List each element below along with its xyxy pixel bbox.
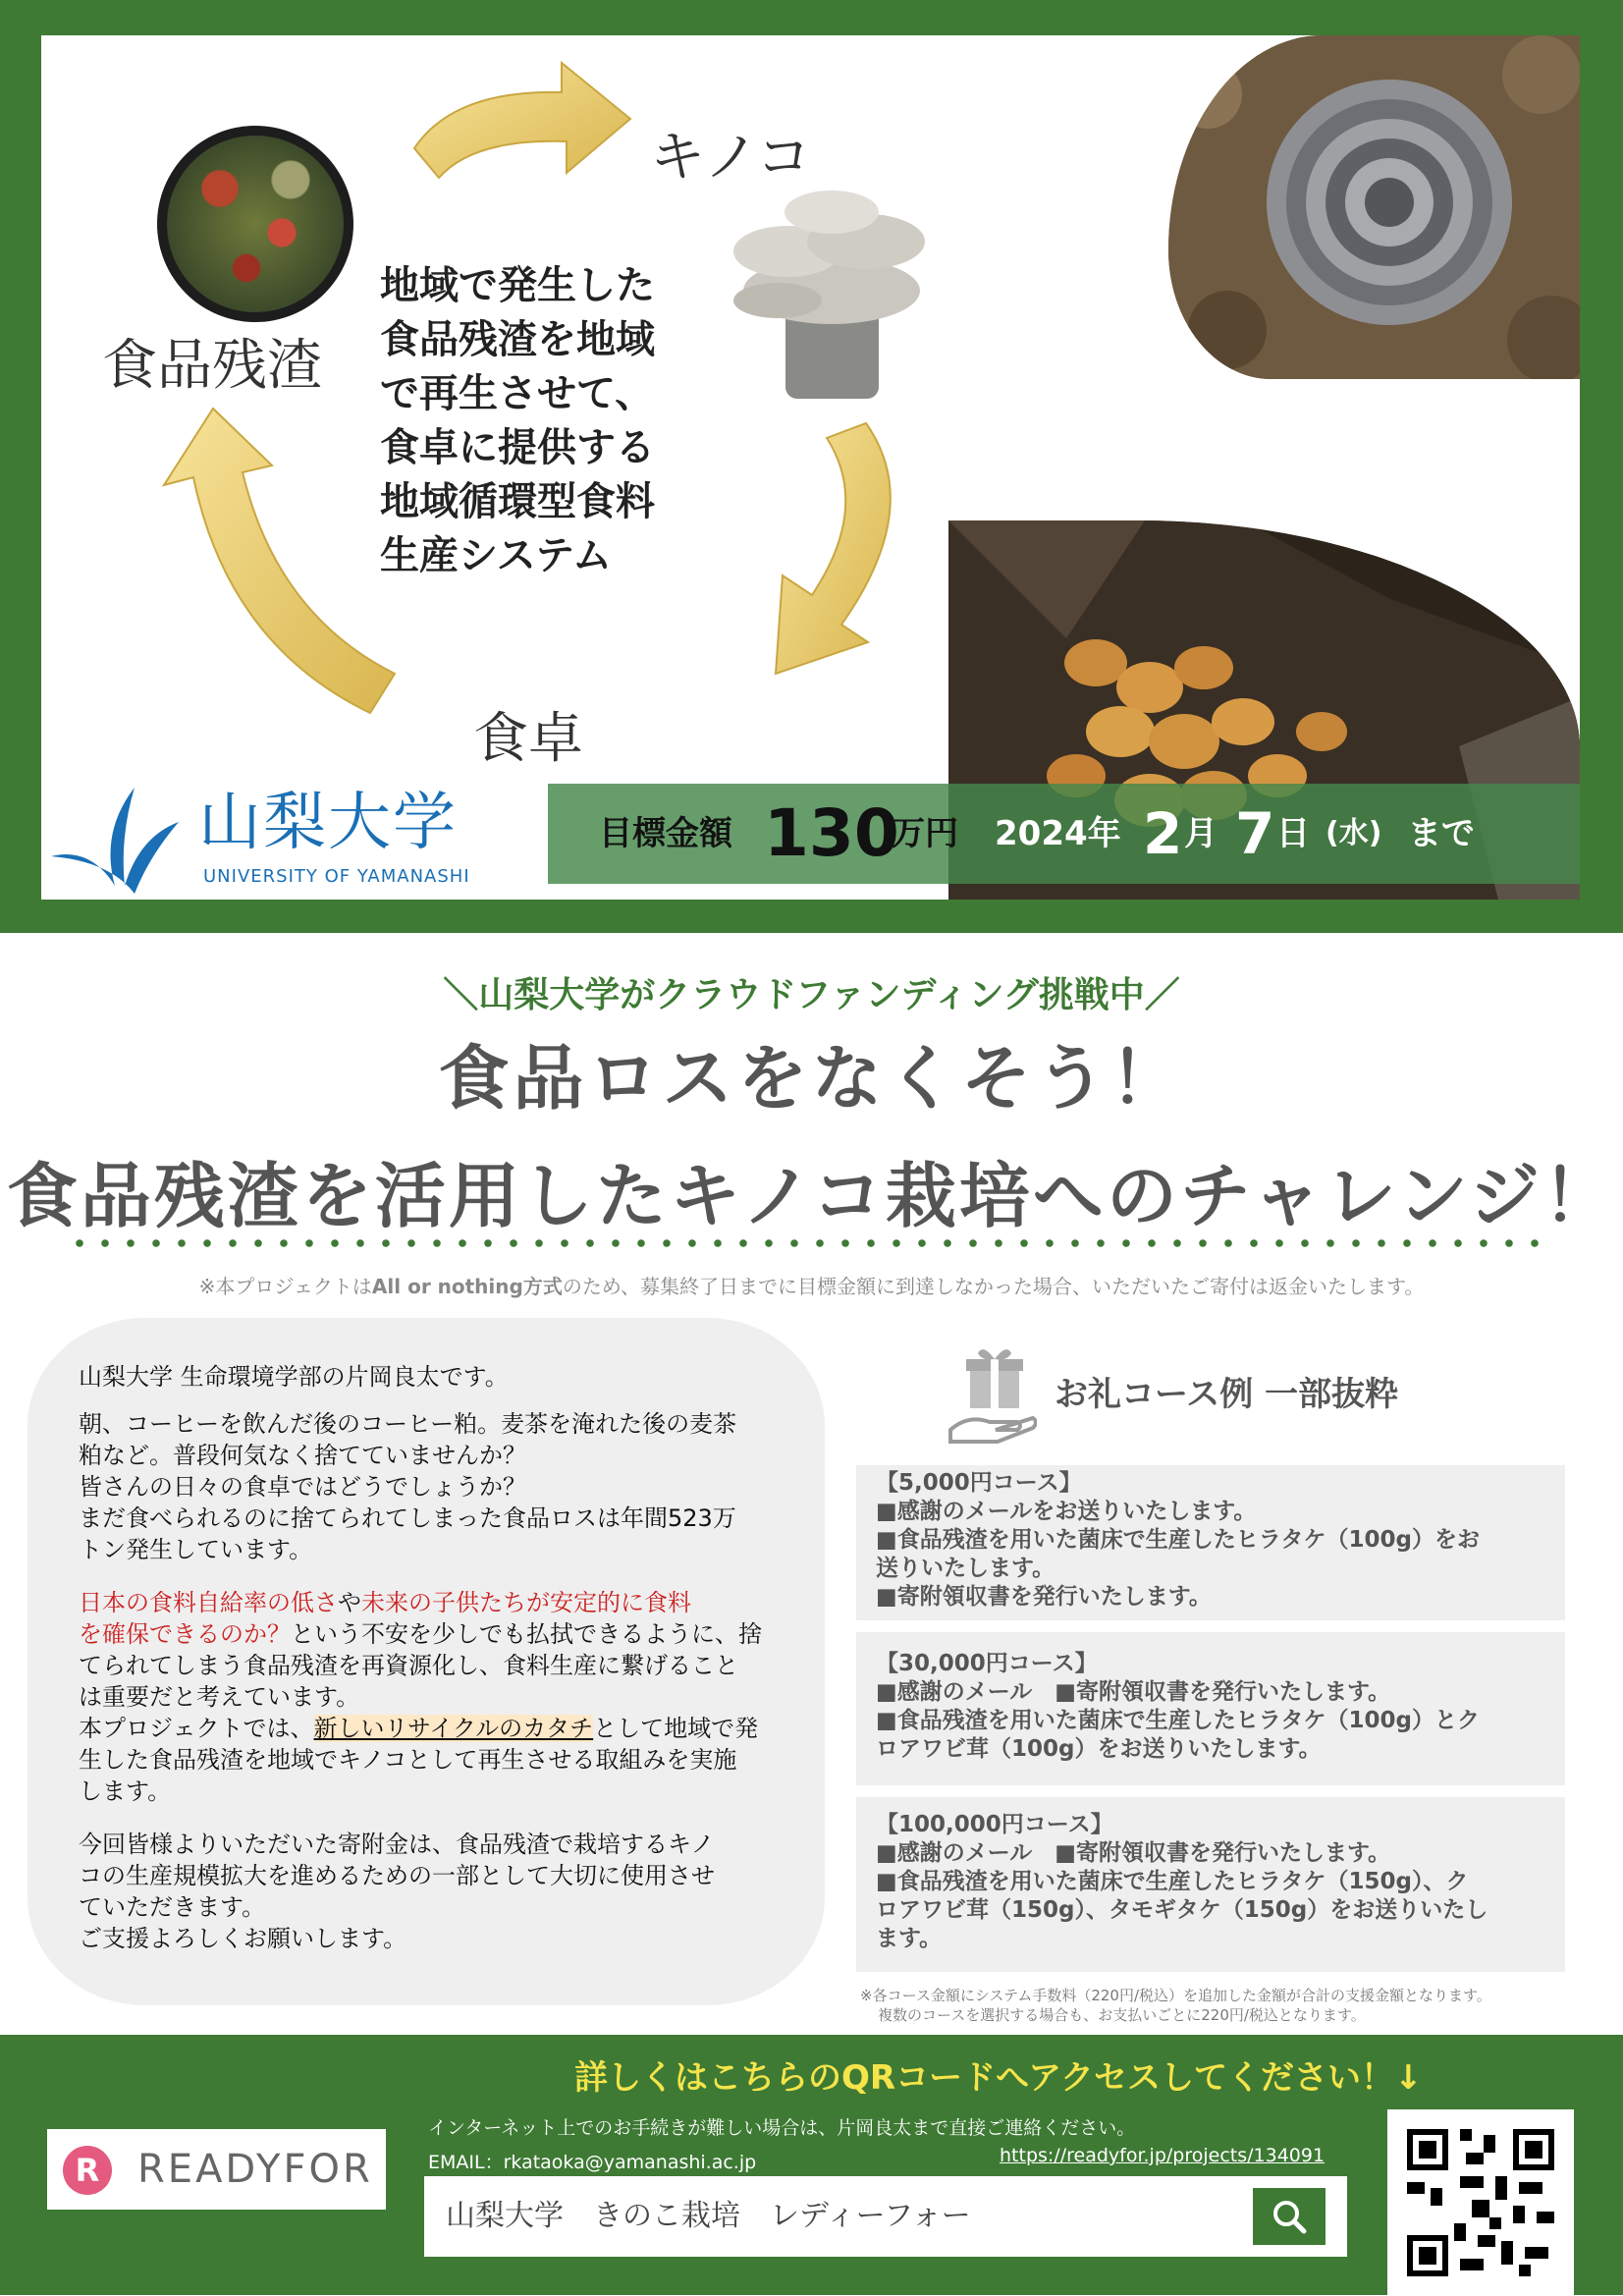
search-query-text[interactable]: 山梨大学 きのこ栽培 レディーフォー <box>446 2199 971 2233</box>
course-line: ロアワビ茸（150g）、タモギタケ（150g）をお送りいたし <box>876 1897 1488 1923</box>
crowdfunding-tagline: ＼山梨大学がクラウドファンディング挑戦中／ <box>443 975 1180 1015</box>
message-line <box>79 1587 691 1618</box>
arrow-right <box>776 423 891 674</box>
contact-note: インターネット上でのお手続きが難しい場合は、片岡良太まで直接ご連絡ください。 <box>428 2117 1136 2139</box>
deadline-month: 月 <box>1184 814 1217 853</box>
cycle-description <box>380 259 655 583</box>
message-line: まだ食べられるのに捨てられてしまった食品ロスは年間523万 <box>79 1504 736 1532</box>
message-text: という不安を少しでも払拭できるように、捨 <box>291 1620 762 1648</box>
cycle-description-line: 地域循環型食料 <box>380 479 655 524</box>
target-unit: 万円 <box>892 814 958 853</box>
deadline-day: 日 <box>1276 814 1310 853</box>
message-line: 粕など。普段何気なく捨てていませんか？ <box>79 1442 526 1469</box>
university-name-en: UNIVERSITY OF YAMANASHI <box>203 866 470 887</box>
message-text: や <box>338 1589 361 1616</box>
food-waste-bowl <box>167 136 344 312</box>
deadline-suffix: まで <box>1408 814 1475 853</box>
mushroom-block-image <box>719 173 945 409</box>
deadline-weekday: (水) <box>1325 816 1382 850</box>
message-line: トン発生しています。 <box>79 1536 313 1563</box>
readyfor-mark-icon <box>63 2146 112 2195</box>
target-label: 目標金額 <box>599 814 732 853</box>
cycle-label-food-waste: 食品残渣 <box>102 334 322 398</box>
message-emphasis: を確保できるのか？ <box>79 1620 291 1648</box>
cycle-label-table: 食卓 <box>473 707 583 771</box>
message-line: コの生産規模拡大を進めるための一部として大切に使用させ <box>79 1862 715 1889</box>
fee-note <box>860 1986 1491 2025</box>
arrow-left <box>164 409 395 713</box>
course-line: 【100,000円コース】 <box>876 1812 1113 1837</box>
message-line <box>79 1618 762 1650</box>
readyfor-mark-letter: R <box>75 2152 100 2189</box>
message-text: 本プロジェクトでは、 <box>79 1715 314 1742</box>
gift-hand-icon <box>948 1343 1037 1451</box>
course-line: ロアワビ茸（100g）をお送りいたします。 <box>876 1736 1322 1762</box>
page-title: 食品ロスをなくそう！ <box>438 1037 1185 1120</box>
cycle-description-line: 食卓に提供する <box>380 425 655 470</box>
course-line: ■感謝のメール ■寄附領収書を発行いたします。 <box>876 1840 1391 1866</box>
project-url-link[interactable]: https://readyfor.jp/projects/134091 <box>1000 2145 1325 2166</box>
message-intro: 山梨大学 生命環境学部の片岡良太です。 <box>79 1363 509 1391</box>
food-waste-image <box>157 126 353 322</box>
readyfor-wordmark: READYFOR <box>137 2147 373 2192</box>
fee-note-line: ※各コース金額にシステム手数料（220円/税込）を追加した金額が合計の支援金額となります。 <box>860 1987 1491 2004</box>
turkey-tail-photo <box>1168 35 1580 379</box>
message-emphasis: 未来の子供たちが安定的に食料 <box>361 1589 691 1616</box>
course-line: ■食品残渣を用いた菌床で生産したヒラタケ（150g）、ク <box>876 1869 1469 1894</box>
message-line: は重要だと考えています。 <box>79 1683 360 1711</box>
cycle-description-line: 地域で発生した <box>380 263 655 308</box>
page-subtitle: 食品残渣を活用したキノコ栽培へのチャレンジ！ <box>6 1155 1617 1237</box>
reward-course-5000 <box>856 1465 1565 1620</box>
message-highlight: 新しいリサイクルのカタチ <box>313 1715 594 1742</box>
reward-course-30000 <box>856 1632 1565 1785</box>
contact-email[interactable]: EMAIL：rkataoka@yamanashi.ac.jp <box>428 2152 757 2173</box>
qr-call-to-action: 詳しくはこちらのQRコードへアクセスしてください！↓ <box>574 2058 1423 2098</box>
search-icon <box>1253 2188 1325 2245</box>
rewards-heading: お礼コース例 一部抜粋 <box>1055 1375 1399 1414</box>
dotted-divider <box>67 1239 1556 1247</box>
university-emblem-icon <box>41 778 189 896</box>
fee-note-line: 複数のコースを選択する場合も、お支払いごとに220円/税込となります。 <box>878 2006 1366 2024</box>
search-button[interactable] <box>1253 2188 1325 2245</box>
course-line: ■食品残渣を用いた菌床で生産したヒラタケ（100g）をお <box>876 1527 1480 1553</box>
readyfor-logo[interactable] <box>47 2129 386 2210</box>
course-line: ■食品残渣を用いた菌床で生産したヒラタケ（100g）とク <box>876 1708 1480 1733</box>
message-emphasis: 日本の食料自給率の低さ <box>79 1589 338 1616</box>
qr-code[interactable] <box>1387 2109 1574 2296</box>
message-line: 今回皆様よりいただいた寄附金は、食品残渣で栽培するキノ <box>79 1831 715 1858</box>
message-line: 生した食品残渣を地域でキノコとして再生させる取組みを実施 <box>79 1746 737 1774</box>
course-line: 【5,000円コース】 <box>876 1470 1082 1496</box>
message-text: として地域で発 <box>593 1715 759 1742</box>
cycle-description-line: で再生させて、 <box>380 371 655 416</box>
message-line: 朝、コーヒーを飲んだ後のコーヒー粕。麦茶を淹れた後の麦茶 <box>79 1410 737 1438</box>
course-line: ■寄附領収書を発行いたします。 <box>876 1584 1212 1610</box>
message-line: ていただきます。 <box>79 1893 266 1921</box>
target-amount: 130 <box>764 795 899 871</box>
target-amount-bar <box>548 784 1580 884</box>
message-line: てられてしまう食品残渣を再資源化し、食料生産に繋げること <box>79 1652 738 1679</box>
deadline-year: 2024年 <box>995 814 1121 853</box>
search-bar[interactable] <box>424 2176 1347 2257</box>
course-line: ます。 <box>876 1926 943 1951</box>
notice-text: ※本プロジェクトは <box>198 1275 372 1298</box>
qr-code-icon <box>1407 2129 1554 2276</box>
message-line <box>79 1713 758 1744</box>
message-line: ご支援よろしくお願いします。 <box>79 1925 407 1952</box>
notice-bold: All or nothing方式 <box>371 1275 563 1298</box>
course-line: ■感謝のメール ■寄附領収書を発行いたします。 <box>876 1679 1391 1705</box>
deadline-month-number: 2 <box>1143 800 1183 867</box>
arrow-top <box>414 63 630 178</box>
notice-text: のため、募集終了日までに目標金額に到達しなかった場合、いただいたご寄付は返金いたします。 <box>562 1275 1425 1298</box>
course-line: 送りいたします。 <box>876 1556 1055 1581</box>
all-or-nothing-notice <box>0 1271 1623 1299</box>
university-logo <box>41 772 513 900</box>
cycle-label-mushroom: キノコ <box>650 126 812 190</box>
message-line: 皆さんの日々の食卓ではどうでしょうか？ <box>79 1473 526 1501</box>
course-line: 【30,000円コース】 <box>876 1651 1098 1676</box>
cycle-description-line: 食品残渣を地域 <box>380 317 655 362</box>
message-line: します。 <box>79 1777 172 1805</box>
university-name-jp: 山梨大学 <box>198 787 458 859</box>
reward-course-100000 <box>856 1797 1565 1972</box>
course-line: ■感謝のメールをお送りいたします。 <box>876 1499 1257 1524</box>
deadline-day-number: 7 <box>1235 800 1275 867</box>
cycle-description-line: 生産システム <box>380 533 612 578</box>
